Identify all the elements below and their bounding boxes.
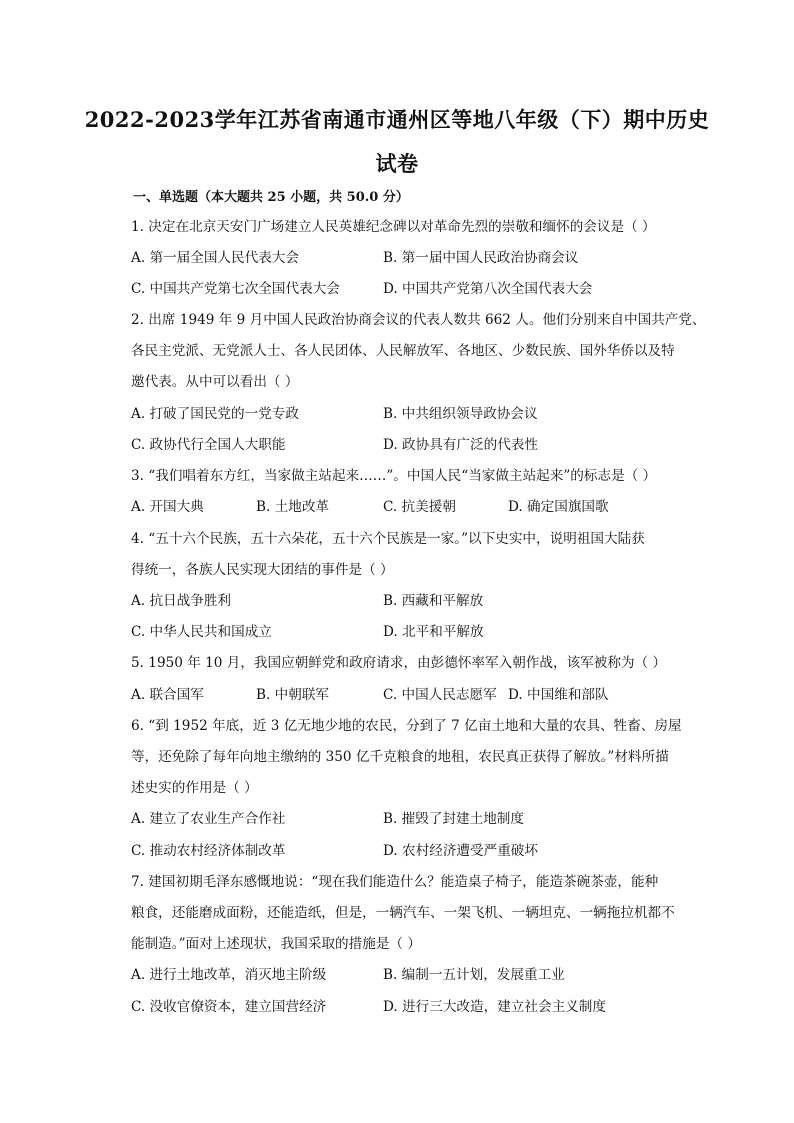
question-7-option-a: A. 进行土地改革，消灭地主阶级 (131, 967, 327, 983)
question-7-stem: 7. 建国初期毛泽东感慨地说：“现在我们能造什么？能造桌子椅子，能造茶碗茶壶，能种 (131, 874, 659, 890)
question-3-option-d: D. 确定国旗国歌 (508, 499, 609, 515)
question-2-option-a: A. 打破了国民党的一党专政 (131, 406, 299, 422)
question-4-option-d: D. 北平和平解放 (383, 624, 484, 640)
question-7-option-b: B. 编制一五计划，发展重工业 (383, 967, 565, 983)
question-4-option-a: A. 抗日战争胜利 (131, 593, 232, 609)
question-7-stem-cont: 粮食，还能磨成面粉，还能造纸，但是，一辆汽车、一架飞机、一辆坦克、一辆拖拉机都不 (131, 905, 675, 921)
question-2-option-b: B. 中共组织领导政协会议 (383, 406, 538, 422)
question-3-option-a: A. 开国大典 (131, 499, 204, 515)
question-2-option-d: D. 政协具有广泛的代表性 (383, 437, 538, 453)
question-6-option-c: C. 推动农村经济体制改革 (131, 843, 286, 859)
question-5-option-d: D. 中国维和部队 (508, 687, 609, 703)
question-2-option-c: C. 政协代行全国人大职能 (131, 437, 286, 453)
question-5-option-a: A. 联合国军 (131, 687, 204, 703)
question-7-stem-cont: 能制造。”面对上述现状，我国采取的措施是（ ） (131, 936, 421, 952)
question-4-stem-cont: 得统一，各族人民实现大团结的事件是（ ） (131, 562, 394, 578)
question-6-option-b: B. 摧毁了封建土地制度 (383, 811, 524, 827)
question-6-option-d: D. 农村经济遭受严重破坏 (383, 843, 538, 859)
question-6-stem-cont: 述史实的作用是（ ） (131, 780, 258, 796)
question-3-option-c: C. 抗美援朝 (383, 499, 456, 515)
question-2-stem: 2. 出席 1949 年 9 月中国人民政治协商会议的代表人数共 662 人。他们分别来自中国共产党、 (131, 312, 706, 328)
exam-title-line1: 2022-2023学年江苏省南通市通州区等地八年级（下）期中历史 (84, 107, 710, 132)
question-6-stem-cont: 等，还免除了每年向地主缴纳的 350 亿千克粮食的地租，农民真正获得了解放。”材料所描 (131, 749, 669, 765)
question-6-option-a: A. 建立了农业生产合作社 (131, 811, 286, 827)
question-1-option-d: D. 中国共产党第八次全国代表大会 (383, 281, 593, 297)
question-1-option-c: C. 中国共产党第七次全国代表大会 (131, 281, 340, 297)
question-1-option-b: B. 第一届中国人民政治协商会议 (383, 250, 579, 266)
question-4-option-b: B. 西藏和平解放 (383, 593, 484, 609)
question-6-stem: 6. “到 1952 年底，近 3 亿无地少地的农民，分到了 7 亿亩土地和大量的农具、牲畜、房屋 (131, 718, 682, 734)
question-4-stem: 4. “五十六个民族，五十六朵花，五十六个民族是一家。”以下史实中，说明祖国大陆获 (131, 531, 645, 547)
exam-title-line2: 试卷 (375, 151, 419, 176)
section-heading: 一、单选题（本大题共 25 小题，共 50.0 分） (133, 190, 409, 205)
question-3-stem: 3. “我们唱着东方红，当家做主站起来……”。中国人民“当家做主站起来”的标志是（ ） (131, 468, 657, 484)
question-5-option-c: C. 中国人民志愿军 (383, 687, 497, 703)
question-1-stem: 1. 决定在北京天安门广场建立人民英雄纪念碑以对革命先烈的崇敬和缅怀的会议是（ ） (131, 219, 656, 235)
question-7-option-c: C. 没收官僚资本，建立国营经济 (131, 999, 327, 1015)
question-5-option-b: B. 中朝联军 (256, 687, 330, 703)
question-5-stem: 5. 1950 年 10 月，我国应朝鲜党和政府请求，由彭德怀率军入朝作战，该军被称为（ ） (131, 655, 667, 671)
question-2-stem-cont: 各民主党派、无党派人士、各人民团体、人民解放军、各地区、少数民族、国外华侨以及特 (131, 343, 675, 359)
question-4-option-c: C. 中华人民共和国成立 (131, 624, 272, 640)
question-3-option-b: B. 土地改革 (256, 499, 330, 515)
question-7-option-d: D. 进行三大改造，建立社会主义制度 (383, 999, 606, 1015)
question-2-stem-cont: 邀代表。从中可以看出（ ） (131, 374, 299, 390)
question-1-option-a: A. 第一届全国人民代表大会 (131, 250, 299, 266)
